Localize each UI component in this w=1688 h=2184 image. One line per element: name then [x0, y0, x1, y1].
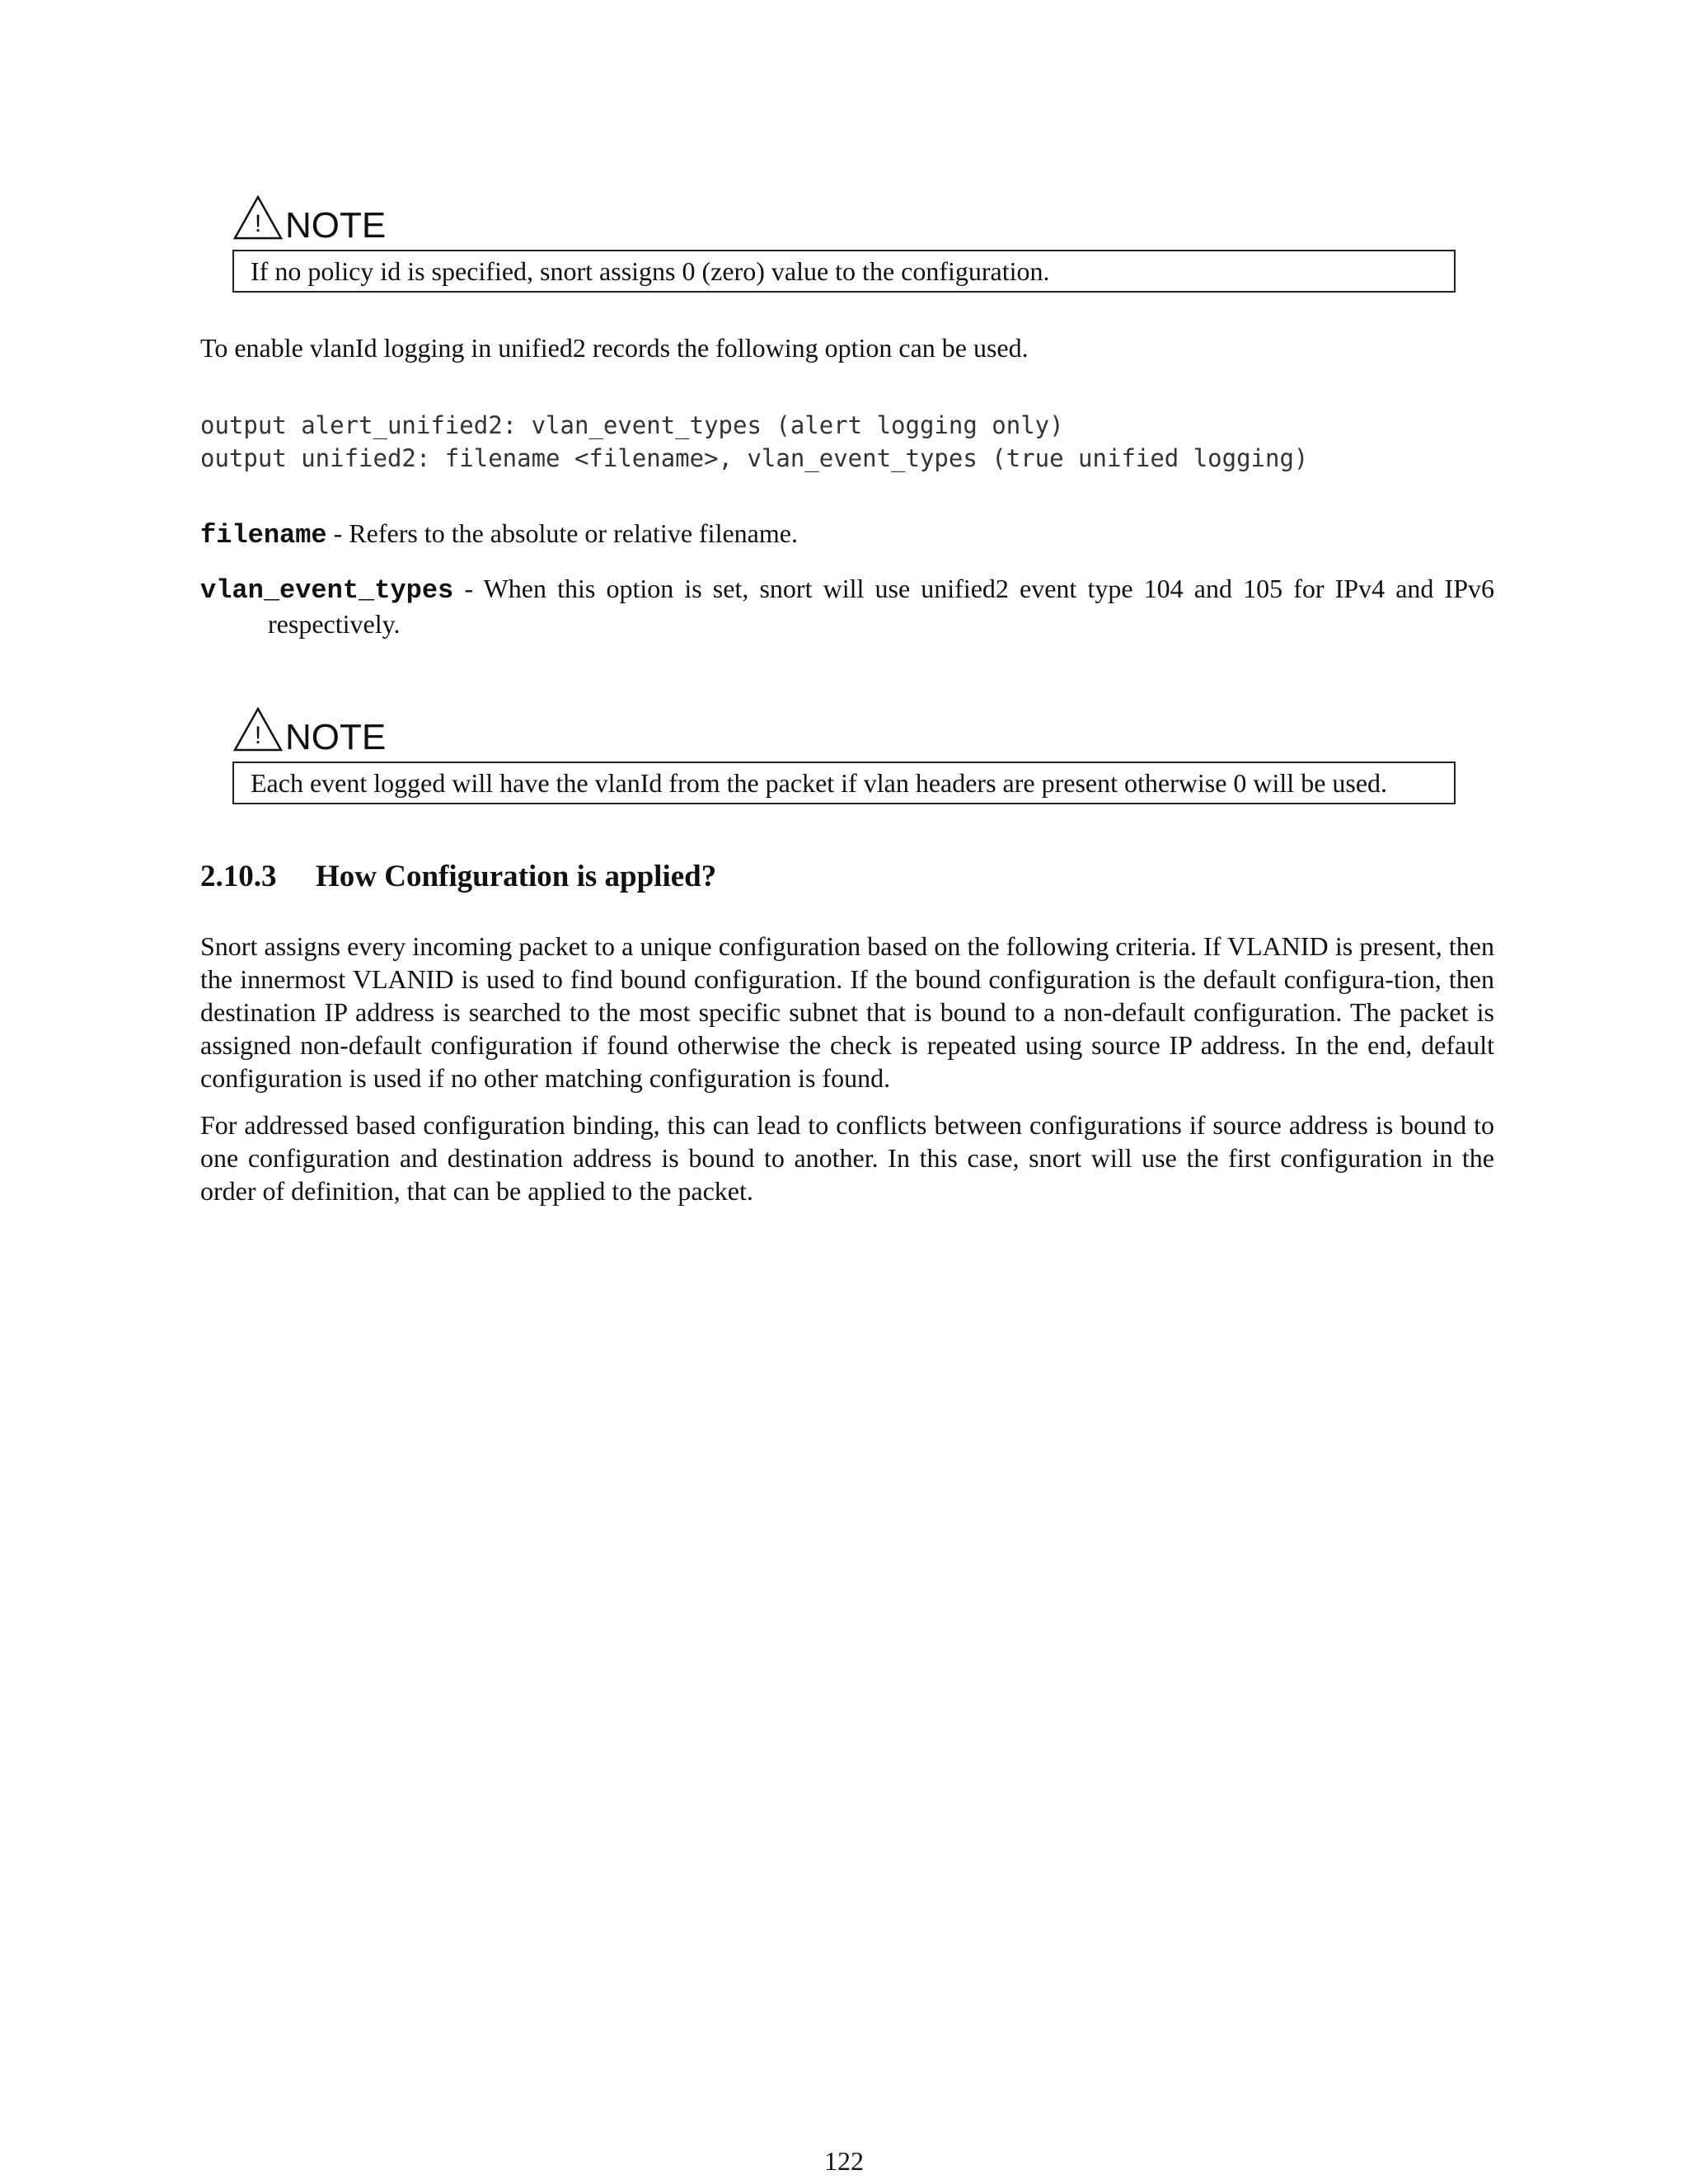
definition-desc: - When this option is set, snort will use unified2 event type 104 and 105 for IPv4 and IPv6 respectively. [268, 574, 1494, 639]
definition-term: filename [200, 520, 327, 551]
body-paragraph-1: Snort assigns every incoming packet to a unique configuration based on the following criteria. If VLANID is present, then the innermost VLANID is used to find bound configuration. If the bound configuration is the default configura-tion, then destination IP address is searched to the most specific subnet that is bound to a non-default configuration. The packet is assigned non-default configuration if found otherwise the check is repeated using source IP address. In the end, default configuration is used if no other matching configuration is found. [200, 931, 1494, 1093]
definition-desc: - Refers to the absolute or relative filename. [326, 518, 798, 548]
definition-filename [200, 517, 1494, 552]
section-title: How Configuration is applied? [316, 860, 717, 893]
section-number: 2.10.3 [200, 860, 277, 893]
intro-paragraph: To enable vlanId logging in unified2 records the following option can be used. [200, 333, 1029, 363]
body-paragraph-2: For addressed based configuration binding, this can lead to conflicts between configurations if source address is bound to one configuration and destination address is bound to another. In this case, snort will use the first configuration in the order of definition, that can be applied to the packet. [200, 1110, 1494, 1206]
page-number: 122 [824, 2146, 864, 2176]
svg-text:!: ! [254, 722, 262, 749]
warning-icon [232, 706, 284, 752]
note-box-2: Each event logged will have the vlanId from the packet if vlan headers are present otherwise 0 will be used. [232, 762, 1456, 804]
definition-vlan-event-types [200, 572, 1494, 640]
note-header-2 [232, 706, 387, 757]
note-header-1 [232, 194, 387, 246]
code-line-2: output unified2: filename <filename>, vlan_event_types (true unified logging) [200, 444, 1309, 472]
code-line-1: output alert_unified2: vlan_event_types (alert logging only) [200, 411, 1064, 439]
note-box-1: If no policy id is specified, snort assigns 0 (zero) value to the configuration. [232, 250, 1456, 293]
definition-term: vlan_event_types [200, 575, 454, 606]
section-heading [200, 859, 716, 895]
svg-text:!: ! [254, 210, 262, 237]
note-label-1: NOTE [285, 205, 387, 246]
warning-icon [232, 194, 284, 241]
note-label-2: NOTE [285, 717, 387, 757]
